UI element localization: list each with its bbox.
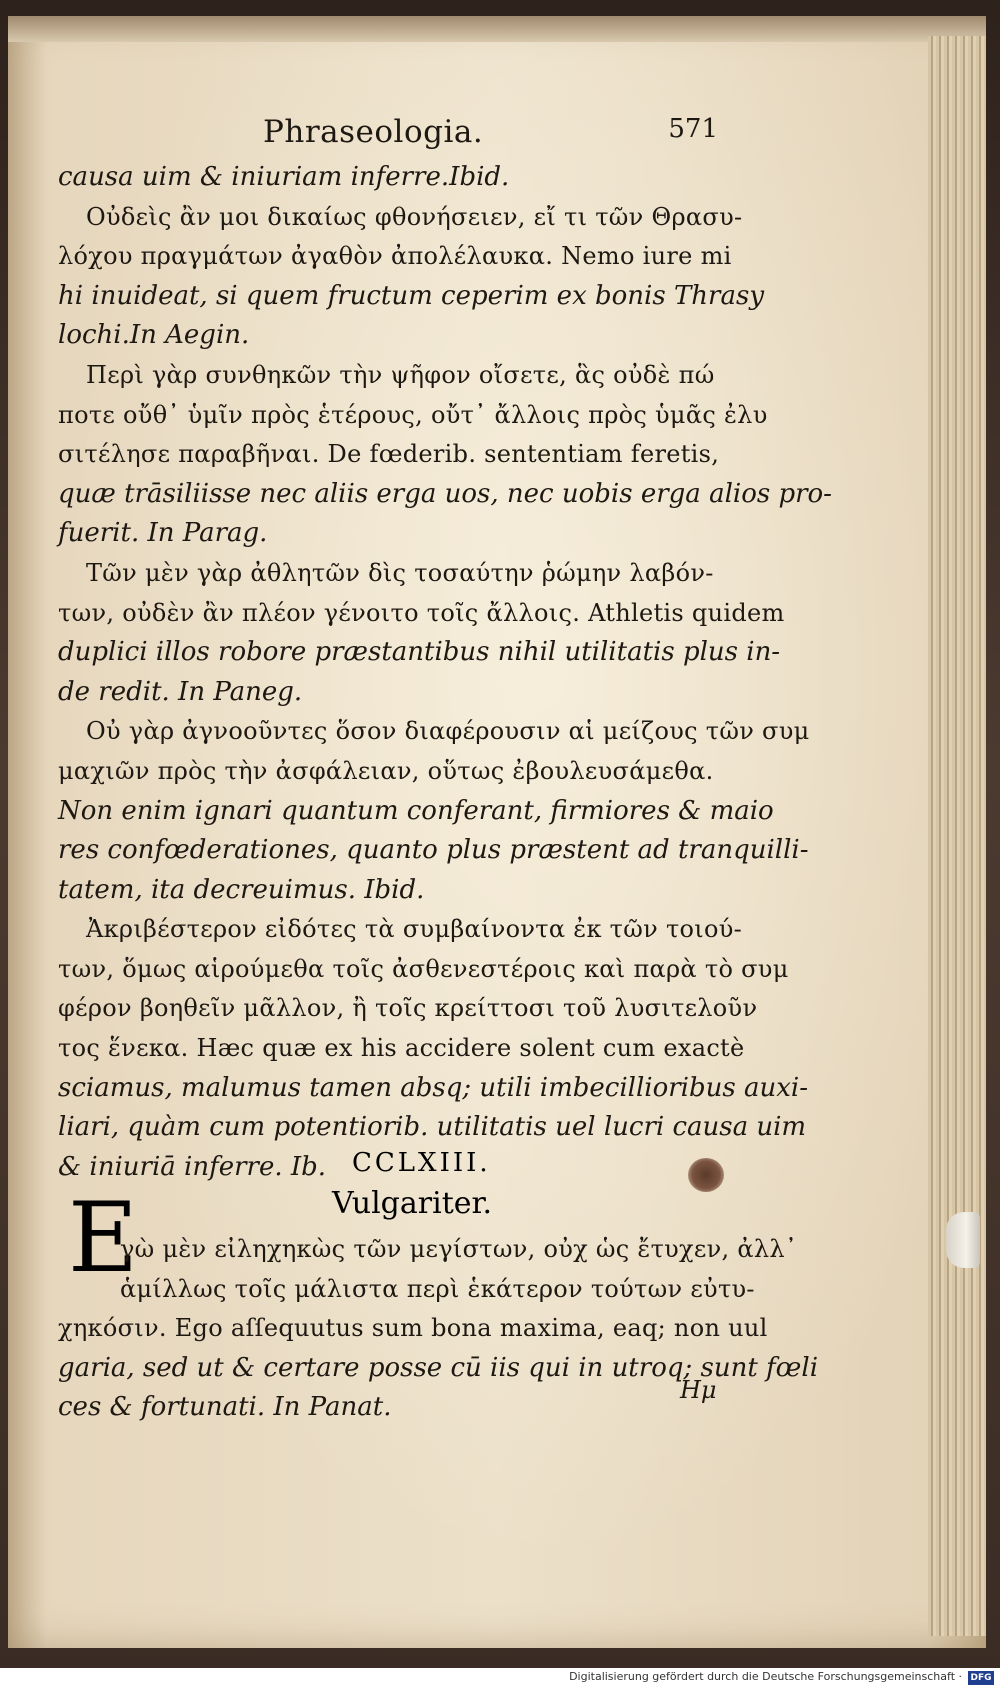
- text-line: ἁμίλλως τοῖς μάλιστα περὶ ἑκάτερον τούτων εὐτυ-: [120, 1274, 755, 1303]
- text-line: liari, quàm cum potentiorib. utilitatis uel lucri causa uim: [58, 1112, 807, 1143]
- running-title: Phraseologia.: [263, 114, 484, 150]
- text-line: lochi.In Aegin.: [58, 320, 250, 351]
- text-line: tatem, ita decreuimus. Ibid.: [58, 874, 425, 905]
- text-line: causa uim & iniuriam inferre.Ibid.: [58, 162, 510, 192]
- text-line: λόχου πραγμάτων ἀγαθὸν ἀπολέλαυκα. Nemo iure mi: [58, 242, 732, 271]
- text-line: Οὐδεὶς ἂν μοι δικαίως φθονήσειεν, εἴ τι τῶν Θρασυ-: [86, 202, 743, 231]
- text-line: ποτε οὔθ᾽ ὑμῖν πρὸς ἑτέρους, οὔτ᾽ ἄλλοις πρὸς ὑμᾶς ἐλυ: [58, 400, 768, 429]
- text-line: τος ἕνεκα. Hæc quæ ex his accidere solent cum exactè: [58, 1034, 745, 1063]
- footer-credit: Digitalisierung gefördert durch die Deutsche Forschungsgemeinschaft ·: [569, 1670, 962, 1683]
- page-top-edge: [8, 16, 986, 42]
- body-lines: [58, 158, 832, 1187]
- catchword: Hμ: [680, 1376, 717, 1404]
- main-text-block: [58, 108, 832, 1187]
- text-line: Οὐ γὰρ ἀγνοοῦντες ὅσον διαφέρουσιν αἱ μείζους τῶν συμ: [86, 717, 810, 746]
- running-head: [58, 108, 718, 158]
- text-line: duplici illos robore præstantibus nihil utilitatis plus in-: [58, 637, 781, 668]
- section-lines: [58, 1230, 819, 1428]
- text-line: quæ trāsiliisse nec aliis erga uos, nec uobis erga alios pro-: [58, 478, 832, 509]
- text-line: & iniuriā inferre. Ib.: [58, 1151, 327, 1182]
- text-line: σιτέλησε παραβῆναι. De fœderib. sententiam feretis,: [58, 440, 720, 469]
- drop-cap: E: [68, 1182, 139, 1294]
- text-line: μαχιῶν πρὸς τὴν ἀσφάλειαν, οὕτως ἐβουλευσάμεθα.: [58, 756, 714, 785]
- text-line: Non enim ignari quantum conferant, firmiores & maio: [58, 795, 774, 826]
- footer-bar: [0, 1668, 1000, 1689]
- section-title: Vulgariter.: [332, 1186, 493, 1221]
- page-fore-edge: [928, 36, 986, 1636]
- page-number: 571: [668, 114, 718, 144]
- text-line: Τῶν μὲν γὰρ ἀθλητῶν δὶς τοσαύτην ῥώμην λαβόν-: [86, 558, 714, 587]
- text-line: sciamus, malumus tamen absq; utili imbecillioribus auxi-: [58, 1072, 809, 1103]
- text-line: fuerit. In Parag.: [58, 518, 268, 549]
- text-line: γὼ μὲν εἰληχηκὼς τῶν μεγίστων, οὐχ ὡς ἔτυχεν, ἀλλ᾽: [120, 1235, 798, 1263]
- text-line: hi inuideat, si quem fructum ceperim ex bonis Thrasy: [58, 280, 765, 311]
- book-clip: [946, 1212, 980, 1268]
- text-line: Περὶ γὰρ συνθηκῶν τὴν ψῆφον οἴσετε, ἃς οὐδὲ πώ: [86, 360, 715, 389]
- text-line: φέρον βοηθεῖν μᾶλλον, ἢ τοῖς κρείττοσι τοῦ λυσιτελοῦν: [58, 994, 758, 1023]
- text-line: res confœderationes, quanto plus præstent ad tranquilli-: [58, 835, 809, 866]
- dfg-logo-icon: DFG: [968, 1671, 994, 1685]
- text-line: χηκόσιν. Ego aſſequutus sum bona maxima, eaq; non uul: [58, 1314, 768, 1343]
- text-line: ces & fortunati. In Panat.: [58, 1392, 392, 1423]
- text-line: των, ὅμως αἱρούμεθα τοῖς ἀσθενεστέροις καὶ παρὰ τὸ συμ: [58, 954, 789, 983]
- text-line: των, οὐδὲν ἂν πλέον γένοιτο τοῖς ἄλλοις. Athletis quidem: [58, 598, 785, 627]
- section-number: CCLXIII.: [352, 1148, 491, 1178]
- text-line: Ἀκριβέστερον εἰδότες τὰ συμβαίνοντα ἐκ τῶν τοιού-: [86, 915, 743, 944]
- text-line: de redit. In Paneg.: [58, 676, 303, 707]
- text-line: garia, sed ut & certare posse cū iis qui in utroq; sunt fœli: [58, 1352, 819, 1383]
